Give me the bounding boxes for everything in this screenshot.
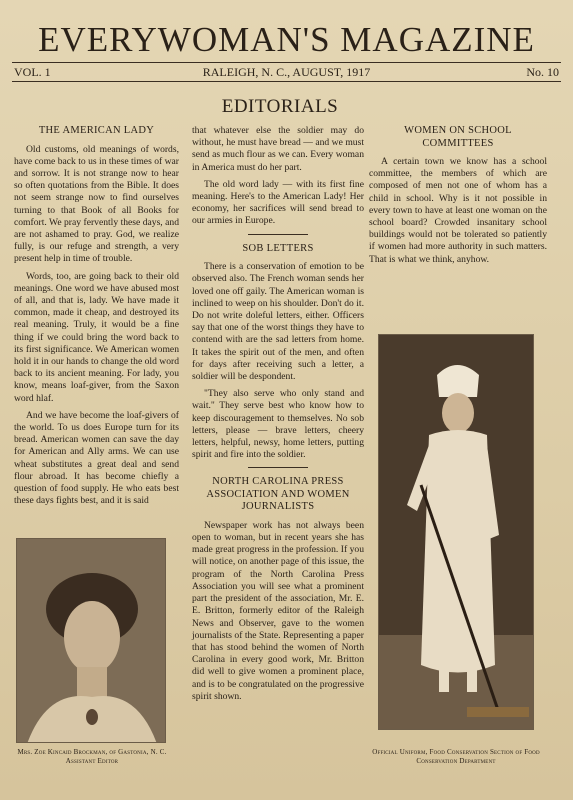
american-lady-continued: that whatever else the soldier may do without, he must have bread — and we must send as much flour as we can. Every woman in America must do her part. (192, 125, 364, 173)
sob-letters-paragraph: "They also serve who only stand and wait." They serve best who know how to keep discouragement to themselves. No sob letters, please — brave letters, cheery letters, helpful, newsy, home letters, putting spirit and fire into the soldier. (192, 388, 364, 461)
divider (248, 467, 308, 468)
american-lady-paragraph: Old customs, old meanings of words, have come back to us in these times of war and sorrow. It is not strange now to hear so often quotations from the Bible. It does not seem strange now to find ourselves turning to that Book of all Books for comfort. We pray fervently these days, and are not ashamed to pray. God, we realize fully, is our refuge and strength, a very present help in time of trouble. (14, 143, 179, 265)
volume-label: VOL. 1 (14, 65, 51, 79)
section-title: EDITORIALS (221, 96, 339, 117)
american-lady-paragraph: Words, too, are going back to their old meanings. One word we have abused most of all, and that is, lady. We have made it common, made it cheap, and destroyed its real meaning. Truly, it would be a fine thing if we could bring the word back to its first significance. We American women hold it in our hands to change the old word back to its ancient meaning. For lady, you know, means loaf-giver, from the Saxon word hlaf. (14, 270, 179, 404)
sob-letters-paragraph: There is a conservation of emotion to be observed also. The French woman sends her loved one off gaily. The American woman is inclined to weep on his shoulder. Don't do it. Do not write doleful letters, either. Officers say that one of the worst things they have to contend with are the sad letters from home. It takes the spirit out of the men, and often for days after receiving such a letter, a soldier will be despondent. (192, 261, 364, 382)
sob-letters-heading: SOB LETTERS (242, 242, 314, 254)
dateline: RALEIGH, N. C., AUGUST, 1917 (202, 65, 371, 79)
school-committees-heading: WOMEN ON SCHOOL COMMITTEES (404, 125, 512, 149)
portrait-photo (16, 538, 166, 743)
american-lady-continued: The old word lady — with its first fine meaning. Here's to the American Lady! Her economy, her sacrifices will send bread to our armies in Europe. (192, 178, 364, 227)
masthead-rule-bottom (12, 81, 561, 82)
uniform-caption: Official Uniform, Food Conservation Section of Food Conservation Department (372, 748, 540, 765)
column-2 (192, 125, 364, 708)
school-committees-paragraph: A certain town we know has a school committee, the members of which are composed of men not one of whom has a child in school. Why is it not possible in every town to have at least one woman on the school board? Crowded insanitary school buildings would not be tolerated so patiently if women had more authority in such matters. That is what we think, anyhow. (369, 156, 547, 265)
american-lady-heading: THE AMERICAN LADY (38, 125, 155, 136)
masthead-rule-top (12, 62, 561, 63)
divider (248, 234, 308, 235)
portrait-caption: Mrs. Zoe Kincaid Brockman, of Gastonia, N. C. Assistant Editor (17, 748, 167, 765)
press-association-heading: NORTH CAROLINA PRESS ASSOCIATION AND WOMEN JOURNALISTS (206, 476, 350, 513)
masthead-title: EVERYWOMAN'S MAGAZINE (38, 20, 535, 59)
american-lady-paragraph: And we have become the loaf-givers of the world. To us does Europe turn for its bread. American women can save the day for American and Ally arms. We can use wheat substitutes a great deal and send flour abroad. It has become chiefly a question of food supply. He who eats best these days fights best, and it is said (14, 409, 179, 507)
issue-number: No. 10 (526, 65, 559, 79)
column-1 (14, 125, 179, 512)
column-3 (369, 125, 547, 271)
press-association-paragraph: Newspaper work has not always been open to woman, but in recent years she has made great progress in the profession. If you will notice, on another page of this issue, the program of the North Carolina Press Association you will see what a prominent part the president of the association, Mr. E. E. Britton, formerly editor of the Raleigh News and Observer, gave to the women journalists of the State. Representing a paper that has stood behind the women of North Carolina in every good work, Mr. Britton did well to give women a prominent place, and is to be congratulated on the progressive spirit shown. (192, 519, 364, 702)
uniform-photo (378, 334, 534, 730)
uniform-illustration (379, 335, 534, 730)
portrait-illustration (17, 539, 166, 743)
